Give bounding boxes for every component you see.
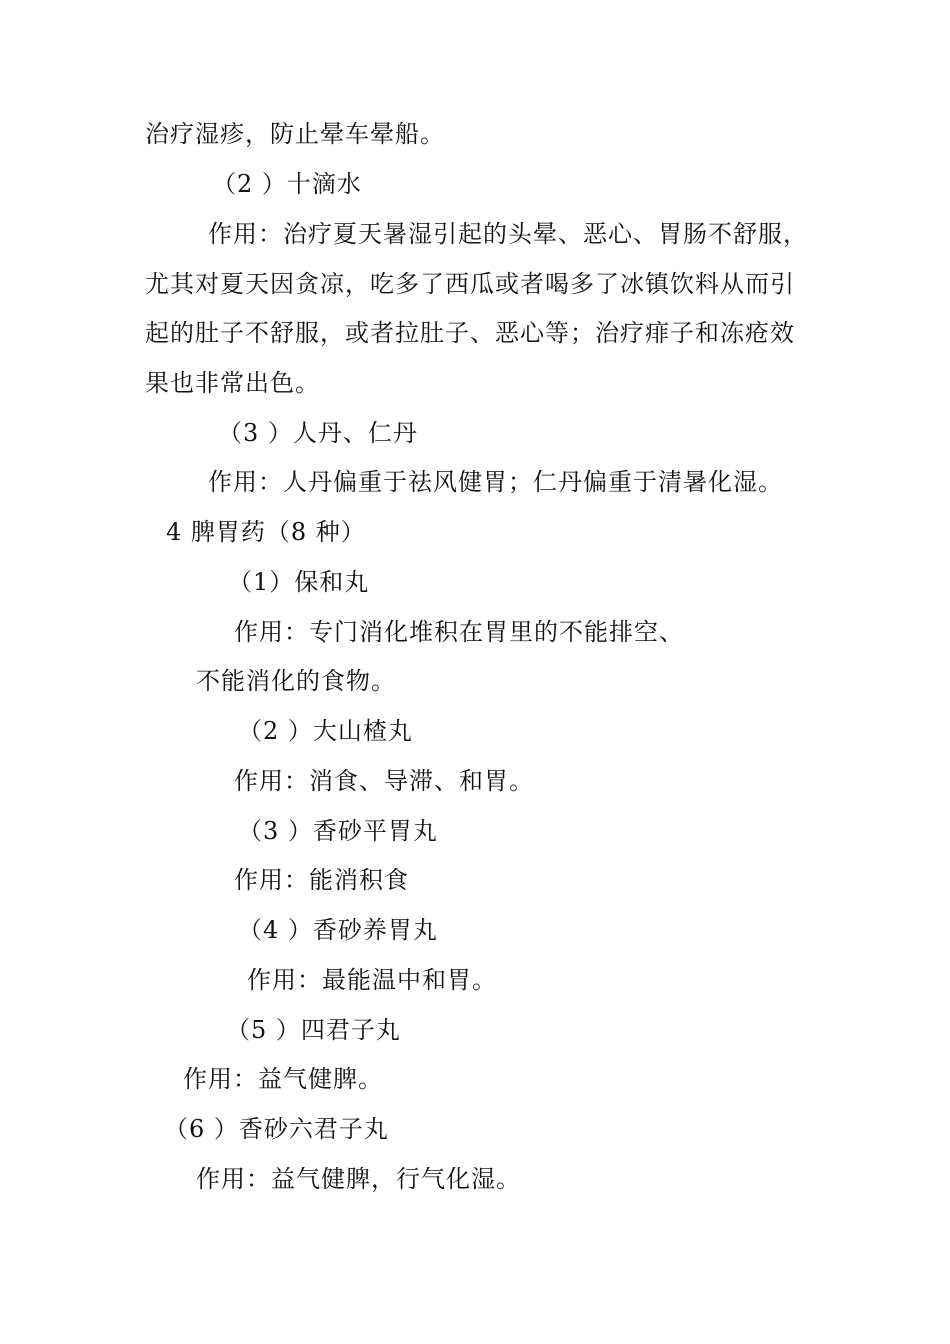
text-line: 果也非常出色。 xyxy=(145,369,320,397)
text-line: 作用：治疗夏天暑湿引起的头晕、恶心、胃肠不舒服， xyxy=(208,220,808,248)
text-line: 起的肚子不舒服，或者拉肚子、恶心等；治疗痱子和冻疮效 xyxy=(145,319,795,347)
text-line: 作用：益气健脾，行气化湿。 xyxy=(196,1165,521,1193)
text-line: 不能消化的食物。 xyxy=(196,667,396,695)
item-heading: （2 ）大山楂丸 xyxy=(238,717,413,745)
item-heading: （4 ）香砂养胃丸 xyxy=(238,916,438,944)
item-heading: （3 ）香砂平胃丸 xyxy=(238,817,438,845)
item-heading: （2 ）十滴水 xyxy=(212,170,362,198)
section-heading: 4 脾胃药（8 种） xyxy=(166,518,366,546)
text-line: 作用：消食、导滞、和胃。 xyxy=(234,767,534,795)
text-line: 作用：专门消化堆积在胃里的不能排空、 xyxy=(234,618,684,646)
text-line: 作用：人丹偏重于祛风健胃；仁丹偏重于清暑化湿。 xyxy=(208,468,783,496)
text-line: 治疗湿疹，防止晕车晕船。 xyxy=(145,120,445,148)
item-heading: （6 ）香砂六君子丸 xyxy=(164,1115,389,1143)
item-heading: （3 ）人丹、仁丹 xyxy=(218,419,418,447)
text-line: 作用：益气健脾。 xyxy=(183,1065,383,1093)
text-line: 尤其对夏天因贪凉，吃多了西瓜或者喝多了冰镇饮料从而引 xyxy=(145,270,795,298)
text-line: 作用：能消积食 xyxy=(234,866,409,894)
item-heading: （1）保和丸 xyxy=(228,568,370,596)
item-heading: （5 ）四君子丸 xyxy=(226,1016,401,1044)
text-line: 作用：最能温中和胃。 xyxy=(247,966,497,994)
